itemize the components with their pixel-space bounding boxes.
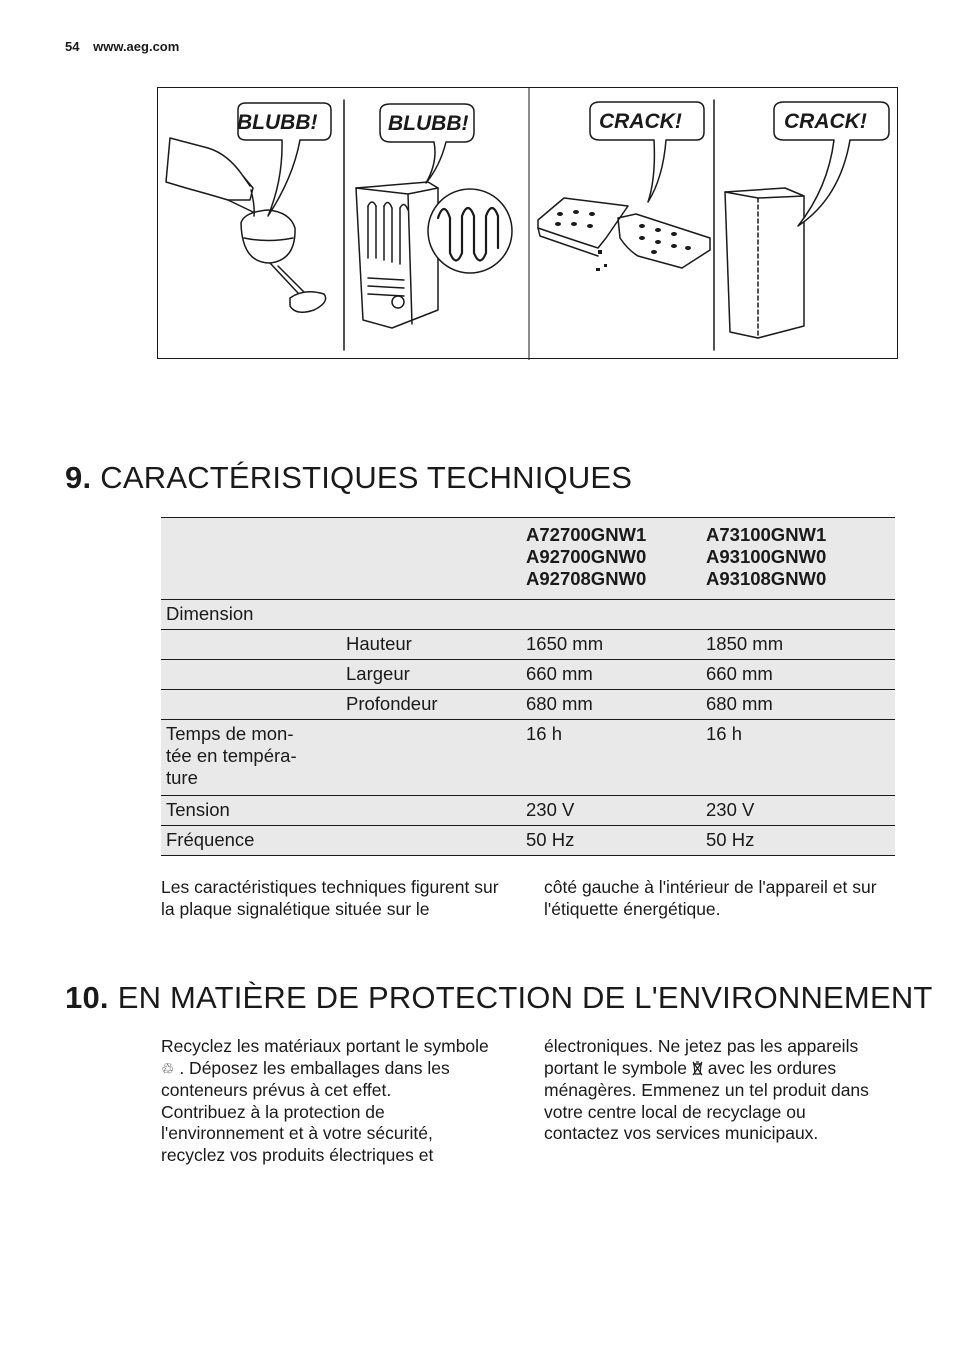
environment-text-left: Recyclez les matériaux portant le symbole ♲ . Déposez les emballages dans les conteneurs prévus à cet effet. Contribuez à la protection de l'environnement et à votre sécurité, recyclez vos produits électriques et <box>161 1036 489 1165</box>
section-10-number: 10. <box>65 980 109 1015</box>
page-header <box>65 39 179 54</box>
table-row <box>161 826 895 856</box>
fridge-front-drawing <box>725 102 889 338</box>
table-row <box>161 796 895 826</box>
spec-note-left: Les caractéristiques techniques figurent sur la plaque signalétique située sur le <box>161 877 499 919</box>
model-column-1: A72700GNW1 A92700GNW0 A92708GNW0 <box>521 518 701 600</box>
width-label: Largeur <box>341 660 521 690</box>
table-row <box>161 600 895 630</box>
fridge-back-drawing <box>356 104 512 328</box>
width-value-2: 660 mm <box>701 660 895 690</box>
crossed-bin-icon <box>692 1059 703 1081</box>
rise-time-value-2: 16 h <box>701 720 895 796</box>
rise-time-value-1: 16 h <box>521 720 701 796</box>
spec-note-right: côté gauche à l'intérieur de l'appareil et sur l'étiquette énergétique. <box>544 877 877 919</box>
bubble-crack-1: CRACK! <box>599 110 682 133</box>
environment-text-right: électroniques. Ne jetez pas les appareils portant le symbole avec les ordures ménagères. Emmenez un tel produit dans votre centre local de recyclage ou contactez vos services municipaux. <box>544 1036 869 1143</box>
tension-value-2: 230 V <box>701 796 895 826</box>
width-value-1: 660 mm <box>521 660 701 690</box>
recycle-icon: ♲ <box>161 1060 175 1078</box>
frequency-value-1: 50 Hz <box>521 826 701 856</box>
bubble-blubb-2: BLUBB! <box>388 112 469 135</box>
model-column-2: A73100GNW1 A93100GNW0 A93108GNW0 <box>701 518 895 600</box>
height-value-1: 1650 mm <box>521 630 701 660</box>
section-9-title: CARACTÉRISTIQUES TECHNIQUES <box>100 460 633 495</box>
table-row <box>161 690 895 720</box>
bubble-crack-2: CRACK! <box>784 110 867 133</box>
dimension-label: Dimension <box>161 600 895 630</box>
page-number: 54 <box>65 39 80 54</box>
depth-label: Profondeur <box>341 690 521 720</box>
spec-table <box>161 517 895 856</box>
tension-value-1: 230 V <box>521 796 701 826</box>
tension-label: Tension <box>161 796 521 826</box>
depth-value-2: 680 mm <box>701 690 895 720</box>
section-9-number: 9. <box>65 460 92 495</box>
table-row <box>161 720 895 796</box>
section-10-title: EN MATIÈRE DE PROTECTION DE L'ENVIRONNEMENT <box>117 980 933 1015</box>
frequency-value-2: 50 Hz <box>701 826 895 856</box>
noise-illustration <box>157 87 898 359</box>
table-row <box>161 630 895 660</box>
rise-time-label: Temps de mon- tée en tempéra- ture <box>161 720 341 796</box>
section-9-heading <box>65 460 632 496</box>
frequency-label: Fréquence <box>161 826 521 856</box>
depth-value-1: 680 mm <box>521 690 701 720</box>
table-row <box>161 660 895 690</box>
height-label: Hauteur <box>341 630 521 660</box>
bubble-blubb-1: BLUBB! <box>237 111 318 134</box>
table-row <box>161 518 895 600</box>
section-10-heading <box>65 980 933 1016</box>
height-value-2: 1850 mm <box>701 630 895 660</box>
website-url: www.aeg.com <box>93 39 180 54</box>
